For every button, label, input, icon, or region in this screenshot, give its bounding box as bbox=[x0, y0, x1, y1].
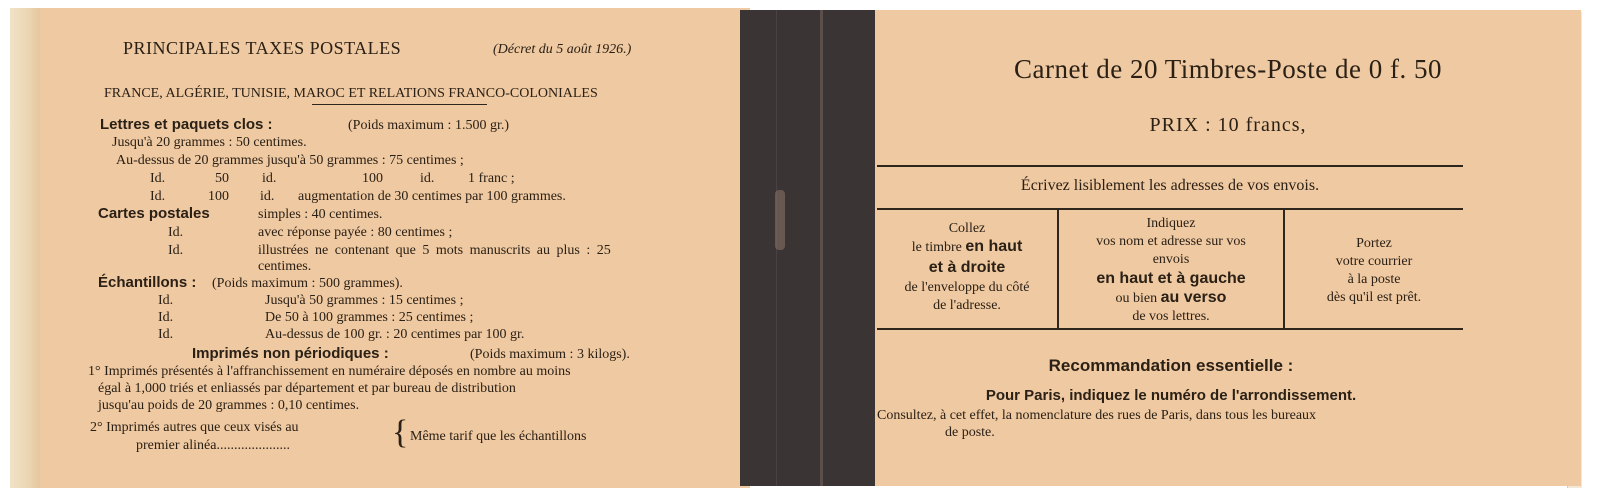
instruction-stamp-position bbox=[877, 220, 1057, 315]
lettres-line-3-id2: id. bbox=[262, 171, 277, 186]
echantillons-line-2-id: Id. bbox=[158, 310, 174, 325]
echantillons-note: (Poids maximum : 500 grammes). bbox=[212, 276, 403, 291]
lettres-line-1: Jusqu'à 20 grammes : 50 centimes. bbox=[112, 135, 307, 150]
lettres-line-4-id2: id. bbox=[260, 189, 275, 204]
echantillons-line-3: Au-dessus de 100 gr. : 20 centimes par 100 gr. bbox=[265, 327, 525, 342]
lettres-heading: Lettres et paquets clos : bbox=[100, 116, 273, 133]
staple-mark bbox=[775, 190, 785, 250]
col1-line-2: le timbre en haut bbox=[911, 238, 1023, 255]
address-instruction: Écrivez lisiblement les adresses de vos envois. bbox=[1020, 177, 1320, 194]
cartes-line-1: simples : 40 centimes. bbox=[258, 207, 383, 222]
col3-line-1: Portez bbox=[1356, 236, 1392, 251]
lettres-line-4-weight: 100 bbox=[208, 189, 229, 204]
col1-emphasis-2: et à droite bbox=[928, 259, 1006, 276]
rule-bottom bbox=[877, 328, 1463, 330]
echantillons-line-1-id: Id. bbox=[158, 293, 174, 308]
imprimes-line-2a: 2° Imprimés autres que ceux visés au bbox=[90, 420, 299, 435]
imprimes-line-1c: jusqu'au poids de 20 grammes : 0,10 centimes. bbox=[98, 398, 360, 413]
lettres-line-2: Au-dessus de 20 grammes jusqu'à 50 grammes : 75 centimes ; bbox=[116, 153, 464, 168]
booklet-price: PRIX : 10 francs, bbox=[1149, 114, 1307, 136]
booklet-front-panel bbox=[875, 10, 1581, 486]
rates-title: PRINCIPALES TAXES POSTALES bbox=[123, 38, 402, 58]
cartes-line-3-cont: centimes. bbox=[258, 259, 312, 274]
col2-line-6: de vos lettres. bbox=[1132, 309, 1210, 324]
col2-line-5: ou bien au verso bbox=[1115, 289, 1227, 306]
decree-note: (Décret du 5 août 1926.) bbox=[493, 42, 632, 57]
booklet-left-edge bbox=[10, 8, 41, 488]
echantillons-line-1: Jusqu'à 50 grammes : 15 centimes ; bbox=[265, 293, 464, 308]
lettres-line-3-weight2: 100 bbox=[362, 171, 383, 186]
echantillons-line-3-id: Id. bbox=[158, 327, 174, 342]
recommendation-line-2: de poste. bbox=[945, 425, 995, 440]
rates-subtitle: FRANCE, ALGÉRIE, TUNISIE, MAROC ET RELATIONS FRANCO-COLONIALES bbox=[104, 86, 598, 101]
col1-line-1: Collez bbox=[948, 221, 986, 236]
recommendation-paris: Pour Paris, indiquez le numéro de l'arrondissement. bbox=[985, 387, 1357, 404]
lettres-note: (Poids maximum : 1.500 gr.) bbox=[348, 118, 509, 133]
booklet-title: Carnet de 20 Timbres-Poste de 0 f. 50 bbox=[1014, 54, 1442, 84]
postal-rates-panel bbox=[40, 8, 750, 488]
lettres-line-4-id: Id. bbox=[150, 189, 166, 204]
subtitle-underline bbox=[312, 104, 487, 105]
lettres-line-3-price: 1 franc ; bbox=[468, 171, 515, 186]
recommendation-heading: Recommandation essentielle : bbox=[1048, 356, 1294, 375]
brace-mark: { bbox=[392, 414, 409, 451]
col3-line-4: dès qu'il est prêt. bbox=[1326, 290, 1422, 305]
col2-line-1: Indiquez bbox=[1146, 216, 1196, 231]
col1-line-4: de l'enveloppe du côté bbox=[904, 280, 1030, 295]
col3-line-3: à la poste bbox=[1347, 272, 1401, 287]
echantillons-heading: Échantillons : bbox=[98, 274, 197, 291]
cartes-line-2-id: Id. bbox=[168, 225, 184, 240]
imprimes-line-1a: 1° Imprimés présentés à l'affranchissement en numéraire déposés en nombre au moins bbox=[88, 364, 571, 379]
col2-emphasis-2: au verso bbox=[1160, 289, 1227, 306]
col2-line-2: vos nom et adresse sur vos bbox=[1096, 234, 1246, 249]
cartes-line-3-id: Id. bbox=[168, 243, 184, 258]
cartes-heading: Cartes postales bbox=[98, 205, 210, 222]
imprimes-line-1b: égal à 1,000 triés et enliassés par département et par bureau de distribution bbox=[98, 381, 516, 396]
lettres-line-4-rule: augmentation de 30 centimes par 100 grammes. bbox=[298, 189, 566, 204]
booklet-spine bbox=[740, 10, 875, 486]
col2-line-3: envois bbox=[1152, 252, 1190, 267]
col1-emphasis-1: en haut bbox=[965, 238, 1023, 255]
recommendation-line-1: Consultez, à cet effet, la nomenclature des rues de Paris, dans tous les bureaux bbox=[877, 408, 1317, 423]
instruction-post-mail bbox=[1285, 235, 1463, 307]
col3-line-2: votre courrier bbox=[1335, 254, 1413, 269]
cartes-line-3: illustrées ne contenant que 5 mots manuscrits au plus : 25 bbox=[258, 243, 611, 258]
echantillons-line-2: De 50 à 100 grammes : 25 centimes ; bbox=[265, 310, 474, 325]
imprimes-line-2b: premier alinéa..................... bbox=[136, 438, 290, 453]
instruction-sender-address bbox=[1059, 215, 1283, 326]
cartes-line-2: avec réponse payée : 80 centimes ; bbox=[258, 225, 453, 240]
stamp-booklet-cover bbox=[10, 8, 1582, 488]
col2-emphasis-1: en haut et à gauche bbox=[1096, 270, 1246, 287]
col1-line-5: de l'adresse. bbox=[933, 298, 1001, 313]
lettres-line-3-weight: 50 bbox=[215, 171, 229, 186]
spine-fold-right bbox=[820, 10, 823, 486]
imprimes-heading: Imprimés non périodiques : bbox=[192, 345, 389, 362]
imprimes-note: (Poids maximum : 3 kilogs). bbox=[470, 347, 630, 362]
rule-middle bbox=[877, 208, 1463, 210]
lettres-line-3-id3: id. bbox=[420, 171, 435, 186]
rule-top bbox=[877, 165, 1463, 167]
lettres-line-3-id: Id. bbox=[150, 171, 166, 186]
imprimes-line-2c: Même tarif que les échantillons bbox=[410, 429, 587, 444]
